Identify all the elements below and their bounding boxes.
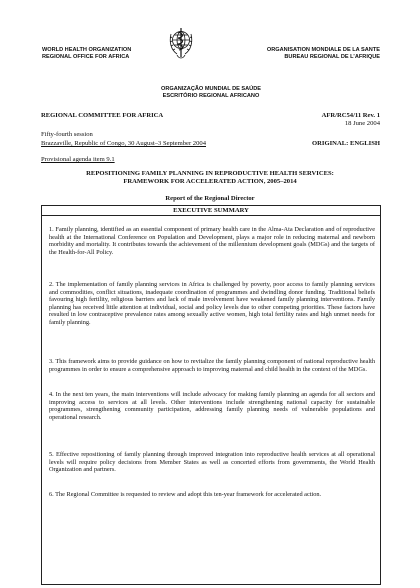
executive-summary-box [41, 205, 381, 585]
org-name-french [200, 47, 380, 61]
who-emblem-icon [168, 26, 194, 60]
summary-paragraph-2: 2. The implementation of family planning services in Africa is challenged by poverty, poor access to family planning services and commodities, conflict situations, inadequate coordination of programmes and dwindling donor funding. Traditional beliefs favouring high fertility, religious barriers and lack of male involvement have weakened family planning interventions. Family planning has received little attention at individual, social and policy levels due to other competing priorities. These factors have resulted in low contraceptive prevalence rates among sexually active women, high total fertility rates and high unmet needs for family planning. [49, 281, 375, 326]
summary-paragraph-4: 4. In the next ten years, the main interventions will include advocacy for making family planning an agenda for all sectors and improving access to services at all levels. Other interventions include strengthening national capacity for sustainable programmes, strengthening community participation, addressing family planning needs of vulnerable populations and operational research. [49, 391, 375, 421]
agenda-item: Provisional agenda item 9.1 [41, 156, 115, 163]
summary-paragraph-3: 3. This framework aims to provide guidance on how to revitalize the family planning component of national reproductive health programmes in order to ensure a comprehensive approach to improving maternal and child health in the context of the MDGs. [49, 358, 375, 373]
summary-paragraph-1: 1. Family planning, identified as an essential component of primary health care in the Alma-Ata Declaration and of reproductive health at the International Conference on Population and Development, plays a major role in reducing maternal and newborn morbidity and mortality. It contributes towards the achievement of the millennium development goals (MDGs) and the targets of the Health-for-All Policy. [49, 226, 375, 256]
org-fr-line1: ORGANISATION MONDIALE DE LA SANTE [266, 47, 380, 53]
executive-summary-heading: EXECUTIVE SUMMARY [42, 206, 380, 216]
title-line2: FRAMEWORK FOR ACCELERATED ACTION, 2005–2014 [123, 178, 297, 185]
report-of: Report of the Regional Director [165, 195, 255, 202]
org-en-line2: REGIONAL OFFICE FOR AFRICA [42, 54, 130, 60]
org-en-line1: WORLD HEALTH ORGANIZATION [42, 47, 132, 53]
committee-name: REGIONAL COMMITTEE FOR AFRICA [41, 112, 164, 119]
doc-date: 18 June 2004 [344, 120, 380, 127]
org-pt-line2: ESCRITÓRIO REGIONAL AFRICANO [162, 93, 260, 99]
org-name-portuguese [100, 86, 322, 100]
session-venue: Brazzaville, Republic of Congo, 30 August–3 September 2004 [41, 140, 206, 147]
title-line1: REPOSITIONING FAMILY PLANNING IN REPRODUCTIVE HEALTH SERVICES: [86, 170, 334, 177]
summary-paragraph-5: 5. Effective repositioning of family planning through improved integration into reproductive health services at all operational levels will require policy decisions from Member States as well as concerted efforts from governments, the World Health Organization and partners. [49, 451, 375, 474]
document-title [30, 170, 390, 186]
original-language: ORIGINAL: ENGLISH [312, 140, 380, 147]
org-name-english [42, 47, 131, 61]
doc-reference: AFR/RC54/11 Rev. 1 [321, 112, 380, 119]
org-fr-line2: BUREAU REGIONAL DE L’AFRIQUE [284, 54, 380, 60]
session-label: Fifty-fourth session [41, 131, 93, 138]
org-pt-line1: ORGANIZAÇÃO MUNDIAL DE SAÚDE [161, 86, 261, 92]
summary-paragraph-6: 6. The Regional Committee is requested to review and adopt this ten-year framework for accelerated action. [49, 491, 322, 498]
